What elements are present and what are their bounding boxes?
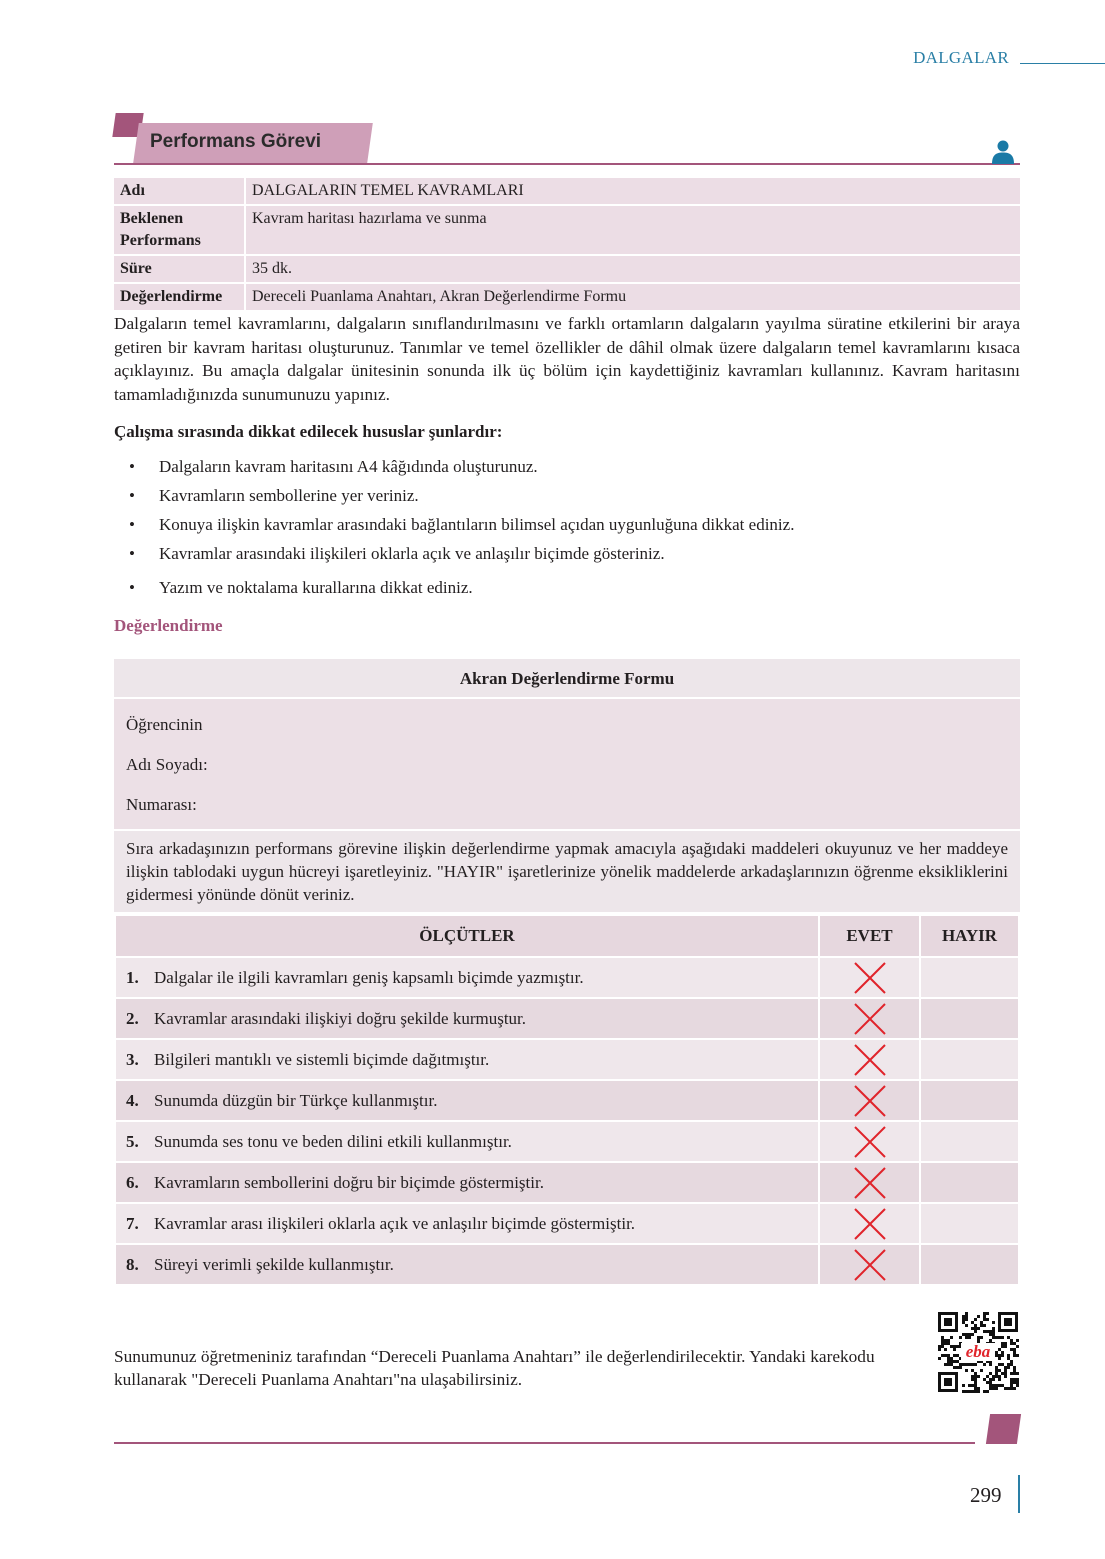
yes-cell[interactable] xyxy=(819,998,920,1039)
criterion-number: 4. xyxy=(126,1090,139,1110)
person-icon xyxy=(991,140,1015,164)
table-row xyxy=(115,1244,1019,1285)
criterion-cell xyxy=(115,1244,819,1285)
criterion-text: Sunumda düzgün bir Türkçe kullanmıştır. xyxy=(154,1090,438,1110)
list-item xyxy=(114,510,794,539)
x-mark-icon xyxy=(853,961,887,995)
footer-marker xyxy=(986,1414,1021,1444)
chapter-title: DALGALAR xyxy=(913,48,1009,67)
x-mark-icon xyxy=(853,1166,887,1200)
criteria-body xyxy=(115,957,1019,1285)
task-key: Beklenen Performans xyxy=(114,206,246,254)
criterion-text: Sunumda ses tonu ve beden dilini etkili kullanmıştır. xyxy=(154,1131,512,1151)
list-item xyxy=(114,452,794,481)
table-row xyxy=(115,1162,1019,1203)
x-mark-icon xyxy=(853,1207,887,1241)
yes-cell[interactable] xyxy=(819,1203,920,1244)
criterion-cell xyxy=(115,1203,819,1244)
name-label: Adı Soyadı: xyxy=(126,755,208,774)
criterion-number: 2. xyxy=(126,1008,139,1028)
no-cell[interactable] xyxy=(920,1203,1019,1244)
criterion-number: 7. xyxy=(126,1213,139,1233)
yes-cell[interactable] xyxy=(819,1162,920,1203)
task-row-evaluation xyxy=(114,284,1020,310)
x-mark-icon xyxy=(853,1043,887,1077)
yes-cell[interactable] xyxy=(819,1244,920,1285)
bullet: • xyxy=(129,515,135,534)
list-item xyxy=(114,481,794,510)
no-cell[interactable] xyxy=(920,1162,1019,1203)
list-item xyxy=(114,539,794,568)
criterion-cell xyxy=(115,1080,819,1121)
x-mark-icon xyxy=(853,1084,887,1118)
form-title: Akran Değerlendirme Formu xyxy=(114,659,1020,699)
bullet: • xyxy=(129,578,135,597)
list-item-text: Dalgaların kavram haritasını A4 kâğıdında oluşturunuz. xyxy=(159,457,538,476)
task-row-performance xyxy=(114,206,1020,254)
bullet: • xyxy=(129,544,135,563)
task-row-name xyxy=(114,178,1020,204)
table-row xyxy=(115,998,1019,1039)
task-value: DALGALARIN TEMEL KAVRAMLARI xyxy=(246,178,1020,204)
notes-heading: Çalışma sırasında dikkat edilecek hususlar şunlardır: xyxy=(114,422,503,441)
number-label: Numarası: xyxy=(126,795,197,814)
criterion-number: 1. xyxy=(126,967,139,987)
chapter-rule xyxy=(1020,63,1105,64)
qr-code[interactable] xyxy=(937,1311,1019,1393)
table-row xyxy=(115,1080,1019,1121)
yes-header: EVET xyxy=(819,915,920,957)
table-row xyxy=(115,957,1019,998)
qr-logo: eba xyxy=(965,1342,991,1361)
table-row xyxy=(115,1039,1019,1080)
task-value: 35 dk. xyxy=(246,256,1020,282)
notes-list xyxy=(114,452,794,602)
closing-paragraph: Sunumunuz öğretmeniniz tarafından “Dereceli Puanlama Anahtarı” ile değerlendirilecektir. Yandaki karekodu kullanarak "Dereceli Puanlama Anahtarı"na ulaşabilirsiniz. xyxy=(114,1347,875,1389)
criterion-text: Kavramlar arasındaki ilişkiyi doğru şekilde kurmuştur. xyxy=(154,1008,527,1028)
no-cell[interactable] xyxy=(920,1121,1019,1162)
criterion-text: Bilgileri mantıklı ve sistemli biçimde dağıtmıştır. xyxy=(154,1049,490,1069)
list-item-text: Kavramlar arasındaki ilişkileri oklarla açık ve anlaşılır biçimde gösteriniz. xyxy=(159,544,665,563)
no-cell[interactable] xyxy=(920,957,1019,998)
no-cell[interactable] xyxy=(920,1039,1019,1080)
criterion-cell xyxy=(115,1039,819,1080)
task-key: Adı xyxy=(114,178,246,204)
list-item xyxy=(114,573,794,602)
criterion-number: 8. xyxy=(126,1254,139,1274)
table-row xyxy=(115,1203,1019,1244)
list-item-text: Yazım ve noktalama kurallarına dikkat ediniz. xyxy=(159,578,473,597)
student-info xyxy=(114,699,1020,831)
criterion-text: Süreyi verimli şekilde kullanmıştır. xyxy=(154,1254,394,1274)
peer-evaluation-form xyxy=(114,659,1020,1286)
x-mark-icon xyxy=(853,1002,887,1036)
bullet: • xyxy=(129,457,135,476)
page-number-rule xyxy=(1018,1475,1020,1513)
criteria-header: ÖLÇÜTLER xyxy=(115,915,819,957)
list-item-text: Konuya ilişkin kavramlar arasındaki bağlantıların bilimsel açıdan uygunluğuna dikkat ediniz. xyxy=(159,515,795,534)
criterion-text: Kavramların sembollerini doğru bir biçimde göstermiştir. xyxy=(154,1172,544,1192)
criterion-cell xyxy=(115,1162,819,1203)
criterion-text: Dalgalar ile ilgili kavramları geniş kapsamlı biçimde yazmıştır. xyxy=(154,967,584,987)
criterion-number: 6. xyxy=(126,1172,139,1192)
criteria-table xyxy=(114,914,1020,1286)
no-cell[interactable] xyxy=(920,1244,1019,1285)
no-cell[interactable] xyxy=(920,998,1019,1039)
intro-paragraph: Dalgaların temel kavramlarını, dalgaların sınıflandırılmasını ve farklı ortamların dalgaların yayılma süratine etkilerini bir araya getiren bir kavram haritası oluşturunuz. Tanımlar ve temel özellikler de dâhil olmak üzere dalgaların temel kavramlarını kısaca açıklayınız. Bu amaçla dalgalar ünitesinin sonunda ilk üç bölüm için kaydettiğiniz kavramları kullanınız. Kavram haritasını tamamladığınızda sunumunuzu yapınız. xyxy=(114,314,1020,404)
criterion-cell xyxy=(115,998,819,1039)
student-label: Öğrencinin xyxy=(126,715,203,734)
criterion-number: 3. xyxy=(126,1049,139,1069)
bullet: • xyxy=(129,486,135,505)
section-rule xyxy=(114,163,1020,165)
yes-cell[interactable] xyxy=(819,1039,920,1080)
task-row-duration xyxy=(114,256,1020,282)
criterion-number: 5. xyxy=(126,1131,139,1151)
x-mark-icon xyxy=(853,1248,887,1282)
page-number: 299 xyxy=(970,1483,1002,1507)
yes-cell[interactable] xyxy=(819,957,920,998)
evaluation-heading: Değerlendirme xyxy=(114,616,223,635)
x-mark-icon xyxy=(853,1125,887,1159)
yes-cell[interactable] xyxy=(819,1121,920,1162)
task-key: Süre xyxy=(114,256,246,282)
task-value: Dereceli Puanlama Anahtarı, Akran Değerlendirme Formu xyxy=(246,284,1020,310)
form-instructions: Sıra arkadaşınızın performans görevine ilişkin değerlendirme yapmak amacıyla aşağıdaki maddeleri okuyunuz ve her maddeye ilişkin tablodaki uygun hücreyi işaretleyiniz. "HAYIR" işaretlerinize yönelik maddelerde arkadaşlarınızın öğrenme eksikliklerini gidermesi yönünde dönüt veriniz. xyxy=(114,831,1020,914)
footer-rule xyxy=(114,1442,975,1444)
list-item-text: Kavramların sembollerine yer veriniz. xyxy=(159,486,419,505)
yes-cell[interactable] xyxy=(819,1080,920,1121)
criterion-text: Kavramlar arası ilişkileri oklarla açık ve anlaşılır biçimde göstermiştir. xyxy=(154,1213,636,1233)
criterion-cell xyxy=(115,957,819,998)
no-cell[interactable] xyxy=(920,1080,1019,1121)
task-value: Kavram haritası hazırlama ve sunma xyxy=(246,206,1020,254)
task-info-table xyxy=(114,176,1020,312)
table-row xyxy=(115,1121,1019,1162)
task-key: Değerlendirme xyxy=(114,284,246,310)
criterion-cell xyxy=(115,1121,819,1162)
section-title: Performans Görevi xyxy=(150,131,322,152)
no-header: HAYIR xyxy=(920,915,1019,957)
